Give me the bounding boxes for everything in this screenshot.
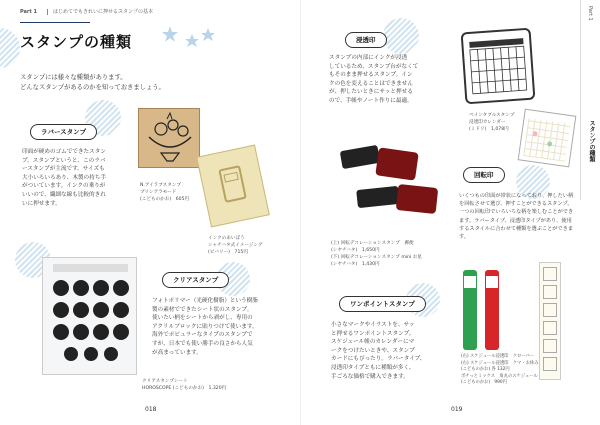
page-number: 018 — [145, 406, 157, 413]
header-text: はじめてでもきれいに押せるスタンプの基本 — [52, 9, 153, 15]
rotating-stamp-handle-top — [375, 147, 419, 180]
red-stamp-image — [485, 270, 499, 350]
onepoint-stamp-label: ワンポイントスタンプ — [339, 296, 426, 312]
side-tab — [580, 0, 600, 200]
clear-stamp-label: クリアスタンプ — [162, 272, 229, 288]
clear-stamp-sheet-image — [42, 257, 137, 375]
vertical-section-title: スタンプの種類 — [588, 120, 595, 162]
rubber-stamp-label: ラバースタンプ — [30, 124, 97, 140]
page-title: スタンプの種類 — [20, 33, 133, 51]
rotating-stamp-caption: (上) 回転デコレーションスタンプ 郵便 (シヤチハタ) 1,650円 (下) 回転デコレーションスタンプ mini お星 (シヤチハタ) 1,430円 — [331, 241, 422, 267]
intro-text: スタンプには様々な種類があります。 どんなスタンプがあるのかを知っておきましょう。 — [20, 74, 165, 91]
rotating-stamp-image-bottom — [356, 186, 400, 208]
onepoint-stamp-caption: (右) スケジュール浸透印 クローバー (右) スケジュール浸透印 クマ・お休み (こどものかお) 各 132円 ポチっとミックス 角丸のスケジュール (こどものかお) 990円 — [461, 354, 539, 385]
calendar-stamp-image — [461, 28, 536, 105]
calendar-stamp-caption: ペインタブルスタンプ 浸透印カレンダー (ミドリ) 1,078円 — [469, 113, 515, 132]
header-rule — [20, 22, 90, 23]
clear-stamp-body: フォトポリマー（光硬化樹脂）という樹脂 製の素材でできたシート状のスタンプ。 使いたい柄をシートから剥がし、専用の アクリルブロックに貼りつけて使います。 海外でポピュラーなタイプのスタンプで すが、日本でも使い勝手の良さから人気 が高まっています。 — [152, 298, 258, 356]
rotating-stamp-handle-bottom — [396, 184, 438, 214]
wooden-rubber-stamp-image — [138, 108, 200, 168]
part-label: Part 1 — [20, 9, 37, 15]
shintou-stamp-body: スタンプの内部にインクが浸透 しているため、スタンプ台がなくて もそのまま押せるスタンプ。イン クの色を変えることはできません が、押したいときにサッと押せる ので、手帳やノート作りに最適。 — [329, 55, 419, 104]
rubber-stamp-body: 印面が硬めのゴムでできたスタン プ。スタンプというと、このラバ ースタンプが主流です。サイズも 大小いろいろあり、木製の持ち手 がついています。インクの乗りが いいので、繊細な線も比較的きれ いに押せます。 — [22, 149, 106, 207]
stripe-circle-decoration — [0, 28, 20, 68]
shintou-stamp-label: 浸透印 — [345, 32, 387, 48]
page-number: 019 — [451, 406, 463, 413]
rotating-stamp-label: 回転印 — [463, 167, 505, 183]
page-header — [20, 8, 153, 15]
onepoint-stamp-body: 小さなマークやイラストを、サッ と押せるワンポイントスタンプ。 スケジュール帳のカレンダーにマ ークをつけたいときや、スタンプ カードにもぴったり。ラバータイプ、 浸透印タイプともに種類が多く、 手ごろな価格で購入できます。 — [331, 322, 426, 380]
calendar-notebook-image — [518, 109, 577, 168]
rotating-stamp-image-top — [340, 145, 381, 169]
rotating-stamp-body: いくつもの印面が帯状になっており、押したい柄 を回転させて選び、押すことができるスタンプ。 一つの回転印でいろいろな柄を楽しむことができ ます。ラバータイプ、浸透印タイプがあり、使用 するスタイルに合わせて種類を選ぶことができます。 — [459, 193, 574, 241]
cream-stamp-image — [196, 145, 270, 228]
cream-stamp-caption: インクのあいぼう シャチハタ式イメージング (ピバリー) 715円 — [208, 236, 263, 255]
right-page — [300, 0, 600, 425]
star-decoration-icon — [160, 24, 220, 54]
green-stamp-image — [463, 270, 477, 350]
rubber-stamp-caption-1: N.アイラブスタンプ プリンアラモード (こどものかお) 605円 — [140, 183, 190, 202]
clear-stamp-caption: クリアスタンプシート HOROSCOPE (こどものかお) 1,320円 — [142, 379, 227, 391]
vertical-part-label: Part 1 — [587, 6, 593, 21]
stripe-circle-decoration — [383, 18, 419, 54]
